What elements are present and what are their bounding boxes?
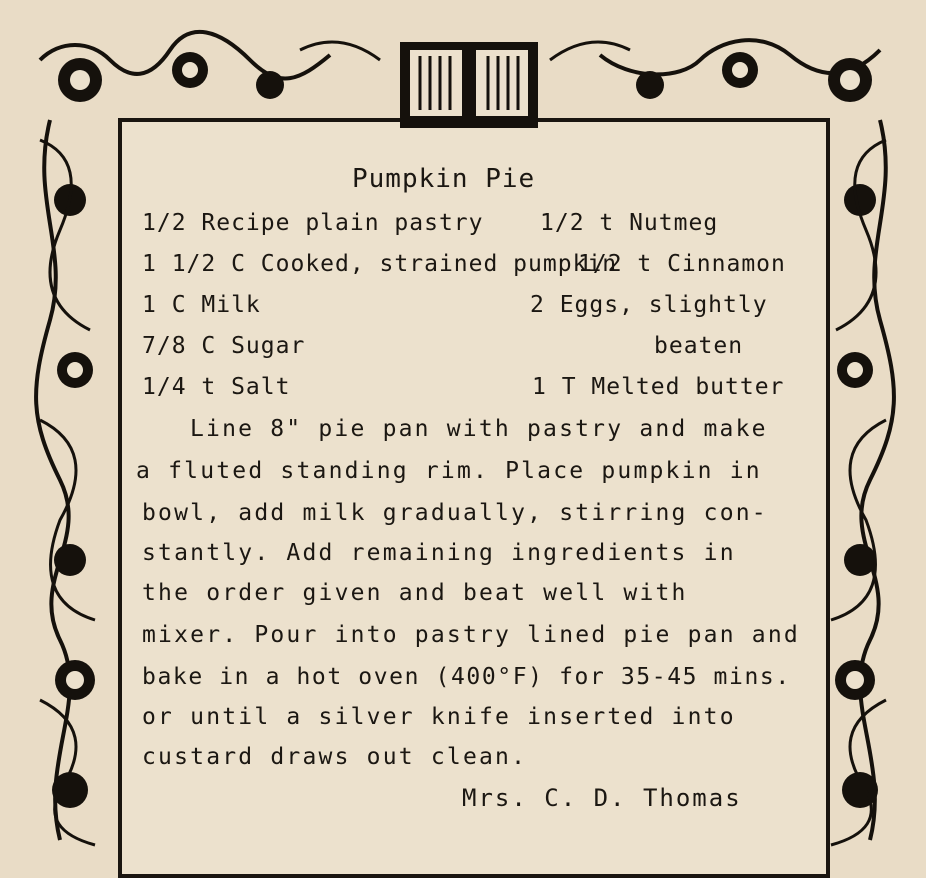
author-signature: Mrs. C. D. Thomas bbox=[462, 784, 742, 812]
ingredient-pastry: 1/2 Recipe plain pastry bbox=[142, 210, 484, 236]
ingredient-eggs-continued: beaten bbox=[654, 333, 744, 359]
ingredient-pumpkin: 1 1/2 C Cooked, strained pumpkin bbox=[142, 251, 618, 277]
ingredient-butter: 1 T Melted butter bbox=[532, 374, 785, 400]
method-line: mixer. Pour into pastry lined pie pan and bbox=[142, 622, 800, 648]
method-line: custard draws out clean. bbox=[142, 744, 528, 770]
ingredient-milk: 1 C Milk bbox=[142, 292, 261, 318]
ingredient-nutmeg: 1/2 t Nutmeg bbox=[540, 210, 719, 236]
ingredient-sugar: 7/8 C Sugar bbox=[142, 333, 306, 359]
recipe-title: Pumpkin Pie bbox=[352, 164, 536, 194]
method-line: stantly. Add remaining ingredients in bbox=[142, 540, 736, 566]
ingredient-salt: 1/4 t Salt bbox=[142, 374, 291, 400]
method-line: the order given and beat well with bbox=[142, 580, 688, 606]
method-line: Line 8" pie pan with pastry and make bbox=[190, 416, 768, 442]
method-line: bowl, add milk gradually, stirring con- bbox=[142, 500, 768, 526]
open-book-icon bbox=[400, 42, 538, 128]
method-line: a fluted standing rim. Place pumpkin in bbox=[136, 458, 762, 484]
ingredient-eggs: 2 Eggs, slightly bbox=[530, 292, 768, 318]
method-line: bake in a hot oven (400°F) for 35-45 mins. bbox=[142, 664, 791, 690]
ingredient-cinnamon: 1/2 t Cinnamon bbox=[578, 251, 786, 277]
method-line: or until a silver knife inserted into bbox=[142, 704, 736, 730]
